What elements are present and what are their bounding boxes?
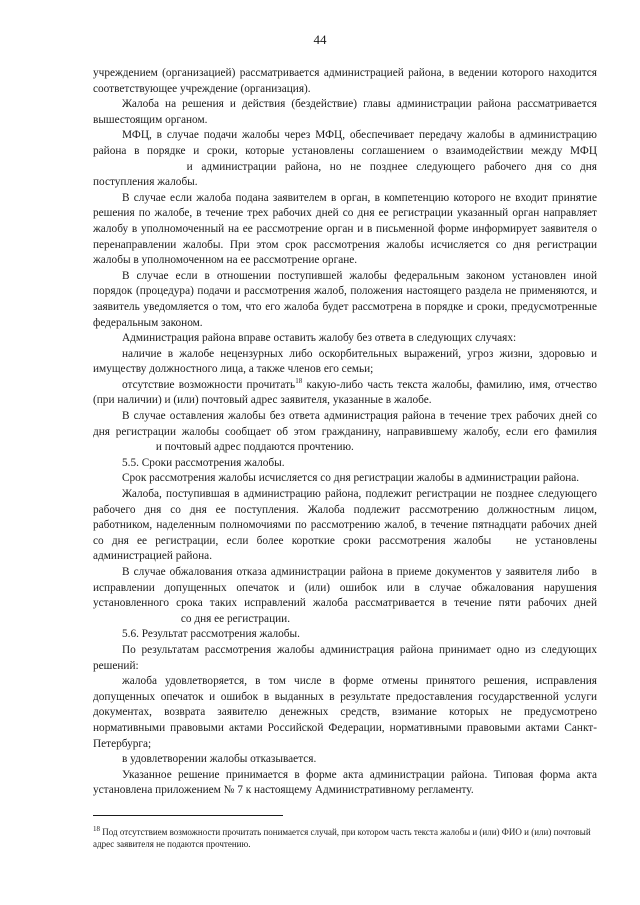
paragraph: В случае если жалоба подана заявителем в орган, в компетенцию которого не входит принятие решения по жалобе, в течение трех рабочих дней со дня ее регистрации указанный орган направляет жалобу в уполномоченный на ее рассмотрение орган и в письменной форме информирует заявителя о перенаправлении жалобы. При этом срок рассмотрения жалобы исчисляется со дня регистрации жалобы в уполномоченном на ее рассмотрение органе.: [93, 191, 597, 267]
paragraph-mfc-start: МФЦ, в случае подачи жалобы через МФЦ, обеспечивает передачу жалобы в администрацию района в порядке и сроки, которые установлены соглашением о взаимодействии между МФЦ: [93, 129, 597, 157]
paragraph-start: В случае обжалования отказа администрации района в приеме документов у заявителя либо: [122, 566, 580, 578]
paragraph: учреждением (организацией) рассматривается администрацией района, в ведении которого находится соответствующее учреждение (организация).: [93, 67, 597, 95]
paragraph-middle: в исправлении допущенных опечаток и (или) ошибок или в случае обжалования нарушения установленного срока таких исправлений жалоба рассматривается в течение пяти рабочих дней: [93, 566, 597, 610]
list-item-end: какую-либо часть текста жалобы, фамилию, имя, отчество (при наличии) и (или) почтовый адрес заявителя, указанные в жалобе.: [93, 378, 598, 407]
paragraph-end: со дня ее регистрации.: [180, 612, 291, 625]
list-item: [93, 378, 597, 409]
paragraph-mfc: [93, 128, 597, 190]
paragraph: [93, 487, 597, 565]
paragraph: В случае если в отношении поступившей жалобы федеральным законом установлен иной порядок (процедура) подачи и рассмотрения жалоб, положения настоящего раздела не применяются, и заявитель уведомляется о том, что его жалоба будет рассмотрена в порядке и сроки, предусмотренные федеральным законом.: [93, 269, 597, 329]
page-number: 44: [313, 32, 327, 47]
document-body: [93, 66, 597, 799]
paragraph-start: Жалоба, поступившая в администрацию района, подлежит регистрации не позднее следующего рабочего дня со дня ее поступления. Жалоба подлежит рассмотрению должностным лицом, работником, наделенным полномочиями по рассмотрению жалоб, в течение пятнадцати рабочих дней со дня ее регистрации, если более короткие сроки рассмотрения жалобы: [93, 488, 597, 547]
list-item: в удовлетворении жалобы отказывается.: [122, 753, 317, 766]
paragraph: Срок рассмотрения жалобы исчисляется со дня регистрации жалобы в администрации района.: [122, 472, 580, 485]
paragraph: Жалоба на решения и действия (бездействие) главы администрации района рассматривается вышестоящим органом.: [93, 98, 597, 126]
paragraph: Администрация района вправе оставить жалобу без ответа в следующих случаях:: [122, 332, 517, 345]
paragraph: Указанное решение принимается в форме акта администрации района. Типовая форма акта установлена приложением № 7 к настоящему Административному регламенту.: [93, 768, 597, 797]
paragraph: [93, 409, 597, 456]
paragraph: По результатам рассмотрения жалобы администрация района принимает одно из следующих решений:: [93, 643, 597, 672]
footnote-divider: [93, 815, 283, 816]
paragraph-start: В случае оставления жалобы без ответа администрация района в течение трех рабочих дней со дня регистрации жалобы сообщает об этом гражданину, направившему жалобу, если его фамилия: [93, 410, 597, 438]
footnote: [93, 826, 597, 850]
section-heading: 5.5. Сроки рассмотрения жалобы.: [122, 456, 285, 469]
list-item: наличие в жалобе нецензурных либо оскорбительных выражений, угроз жизни, здоровью и имуществу должностного лица, а также членов его семьи;: [93, 347, 597, 376]
paragraph: [93, 565, 597, 627]
footnote-text: Под отсутствием возможности прочитать понимается случай, при котором часть текста жалобы и (или) ФИО и (или) почтовый адрес заявителя не подаются прочтению.: [93, 827, 591, 849]
paragraph-end: не установлены администрацией района.: [93, 534, 597, 563]
paragraph-mfc-end: и администрации района, но не позднее следующего рабочего дня со дня поступления жалобы.: [93, 160, 597, 189]
paragraph-end: и почтовый адрес поддаются прочтению.: [155, 441, 354, 454]
list-item-start: отсутствие возможности прочитать: [122, 378, 296, 391]
footnote-number: 18: [93, 825, 100, 833]
list-item: жалоба удовлетворяется, в том числе в форме отмены принятого решения, исправления допущенных опечаток и ошибок в выданных в результате предоставления государственной услуги документах, возврата заявителю денежных средств, взимание которых не предусмотрено нормативными правовыми актами Российской Федерации, нормативными правовыми актами Санкт-Петербурга;: [93, 675, 597, 750]
footnote-ref: 18: [295, 377, 303, 386]
section-heading: 5.6. Результат рассмотрения жалобы.: [122, 628, 300, 641]
